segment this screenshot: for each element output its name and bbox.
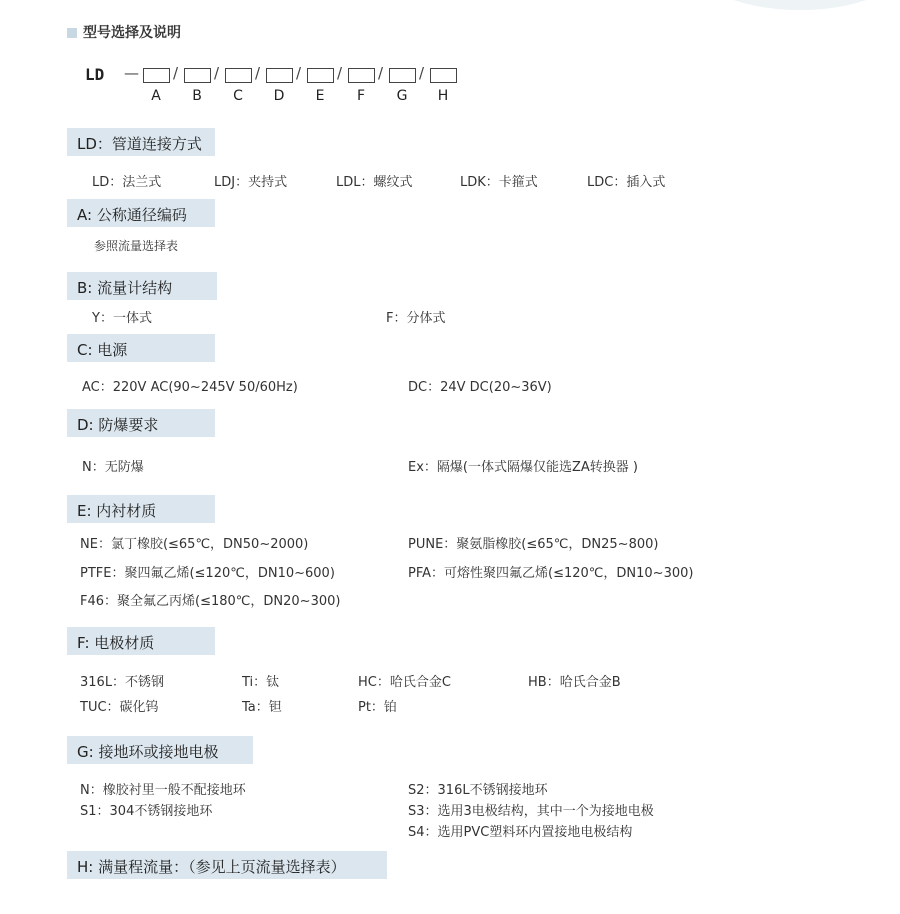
code-separator: / — [255, 64, 261, 82]
f-option-7: Pt：铂 — [358, 700, 397, 715]
code-letter-g: G — [396, 88, 408, 104]
section-heading-d: D: 防爆要求 — [77, 416, 159, 434]
section-header-c — [67, 334, 215, 362]
code-separator: / — [419, 64, 425, 82]
c-option-2: DC：24V DC(20~36V) — [408, 380, 552, 395]
e-option-5: F46：聚全氟乙丙烯(≤180℃，DN20~300) — [80, 594, 341, 609]
g-option-1: N：橡胶衬里一般不配接地环 — [80, 783, 246, 798]
f-option-3: HC：哈氏合金C — [358, 675, 451, 690]
e-option-1: NE：氯丁橡胶(≤65℃，DN50~2000) — [80, 537, 309, 552]
f-option-5: TUC：碳化钨 — [80, 700, 159, 715]
code-box-h — [430, 68, 457, 83]
b-option-1: Y：一体式 — [92, 311, 152, 326]
ld-option-2: LDJ：夹持式 — [214, 175, 288, 190]
d-option-2: Ex：隔爆(一体式隔爆仅能选ZA转换器 ) — [408, 460, 638, 475]
code-prefix: LD — [85, 65, 105, 84]
section-heading-f: F: 电极材质 — [77, 634, 155, 652]
section-header-d — [67, 409, 215, 437]
ld-option-5: LDC：插入式 — [587, 175, 666, 190]
page-title-text: 型号选择及说明 — [83, 25, 181, 41]
section-header-b — [67, 272, 217, 300]
section-header-g — [67, 736, 253, 764]
section-heading-g: G: 接地环或接地电极 — [77, 743, 219, 761]
e-option-4: PFA：可熔性聚四氟乙烯(≤120℃，DN10~300) — [408, 566, 694, 581]
f-option-1: 316L：不锈钢 — [80, 675, 165, 690]
section-header-ld — [67, 128, 215, 156]
section-header-h — [67, 851, 387, 879]
c-option-1: AC：220V AC(90~245V 50/60Hz) — [82, 380, 298, 395]
code-box-g — [389, 68, 416, 83]
section-header-a — [67, 199, 215, 227]
code-letter-c: C — [233, 88, 243, 104]
decorative-corner-arc — [700, 0, 900, 10]
g-option-5: S4：选用PVC塑料环内置接地电极结构 — [408, 825, 633, 840]
code-box-e — [307, 68, 334, 83]
section-heading-e: E: 内衬材质 — [77, 502, 157, 520]
code-box-d — [266, 68, 293, 83]
code-box-f — [348, 68, 375, 83]
page-title — [67, 22, 181, 42]
code-letter-f: F — [356, 88, 366, 104]
section-header-f — [67, 627, 215, 655]
g-option-2: S1：304不锈钢接地环 — [80, 804, 213, 819]
code-separator: / — [214, 64, 220, 82]
code-box-b — [184, 68, 211, 83]
section-heading-a: A: 公称通径编码 — [77, 206, 187, 224]
section-heading-b: B: 流量计结构 — [77, 279, 173, 297]
title-bullet-square — [67, 28, 77, 38]
code-letter-a: A — [151, 88, 161, 104]
section-heading-c: C: 电源 — [77, 341, 128, 359]
f-option-4: HB：哈氏合金B — [528, 675, 621, 690]
code-letter-b: B — [192, 88, 202, 104]
a-note: 参照流量选择表 — [94, 239, 179, 253]
code-box-a — [143, 68, 170, 83]
g-option-4: S3：选用3电极结构，其中一个为接地电极 — [408, 804, 654, 819]
code-separator: / — [337, 64, 343, 82]
code-separator: / — [378, 64, 384, 82]
f-option-6: Ta：钽 — [242, 700, 282, 715]
code-box-c — [225, 68, 252, 83]
d-option-1: N：无防爆 — [82, 460, 144, 475]
code-letter-d: D — [273, 88, 285, 104]
code-separator: / — [296, 64, 302, 82]
code-dash: — — [124, 64, 139, 82]
ld-option-4: LDK：卡箍式 — [460, 175, 538, 190]
b-option-2: F：分体式 — [386, 311, 446, 326]
code-letter-e: E — [315, 88, 325, 104]
code-separator: / — [173, 64, 179, 82]
g-option-3: S2：316L不锈钢接地环 — [408, 783, 548, 798]
ld-option-1: LD：法兰式 — [92, 175, 162, 190]
e-option-3: PTFE：聚四氟乙烯(≤120℃，DN10~600) — [80, 566, 335, 581]
section-heading-h: H: 满量程流量：（参见上页流量选择表） — [77, 858, 346, 876]
section-header-e — [67, 495, 215, 523]
code-letter-h: H — [437, 88, 449, 104]
ld-option-3: LDL：螺纹式 — [336, 175, 413, 190]
e-option-2: PUNE：聚氨脂橡胶(≤65℃，DN25~800) — [408, 537, 659, 552]
f-option-2: Ti：钛 — [242, 675, 280, 690]
section-heading-ld: LD：管道连接方式 — [77, 135, 202, 153]
